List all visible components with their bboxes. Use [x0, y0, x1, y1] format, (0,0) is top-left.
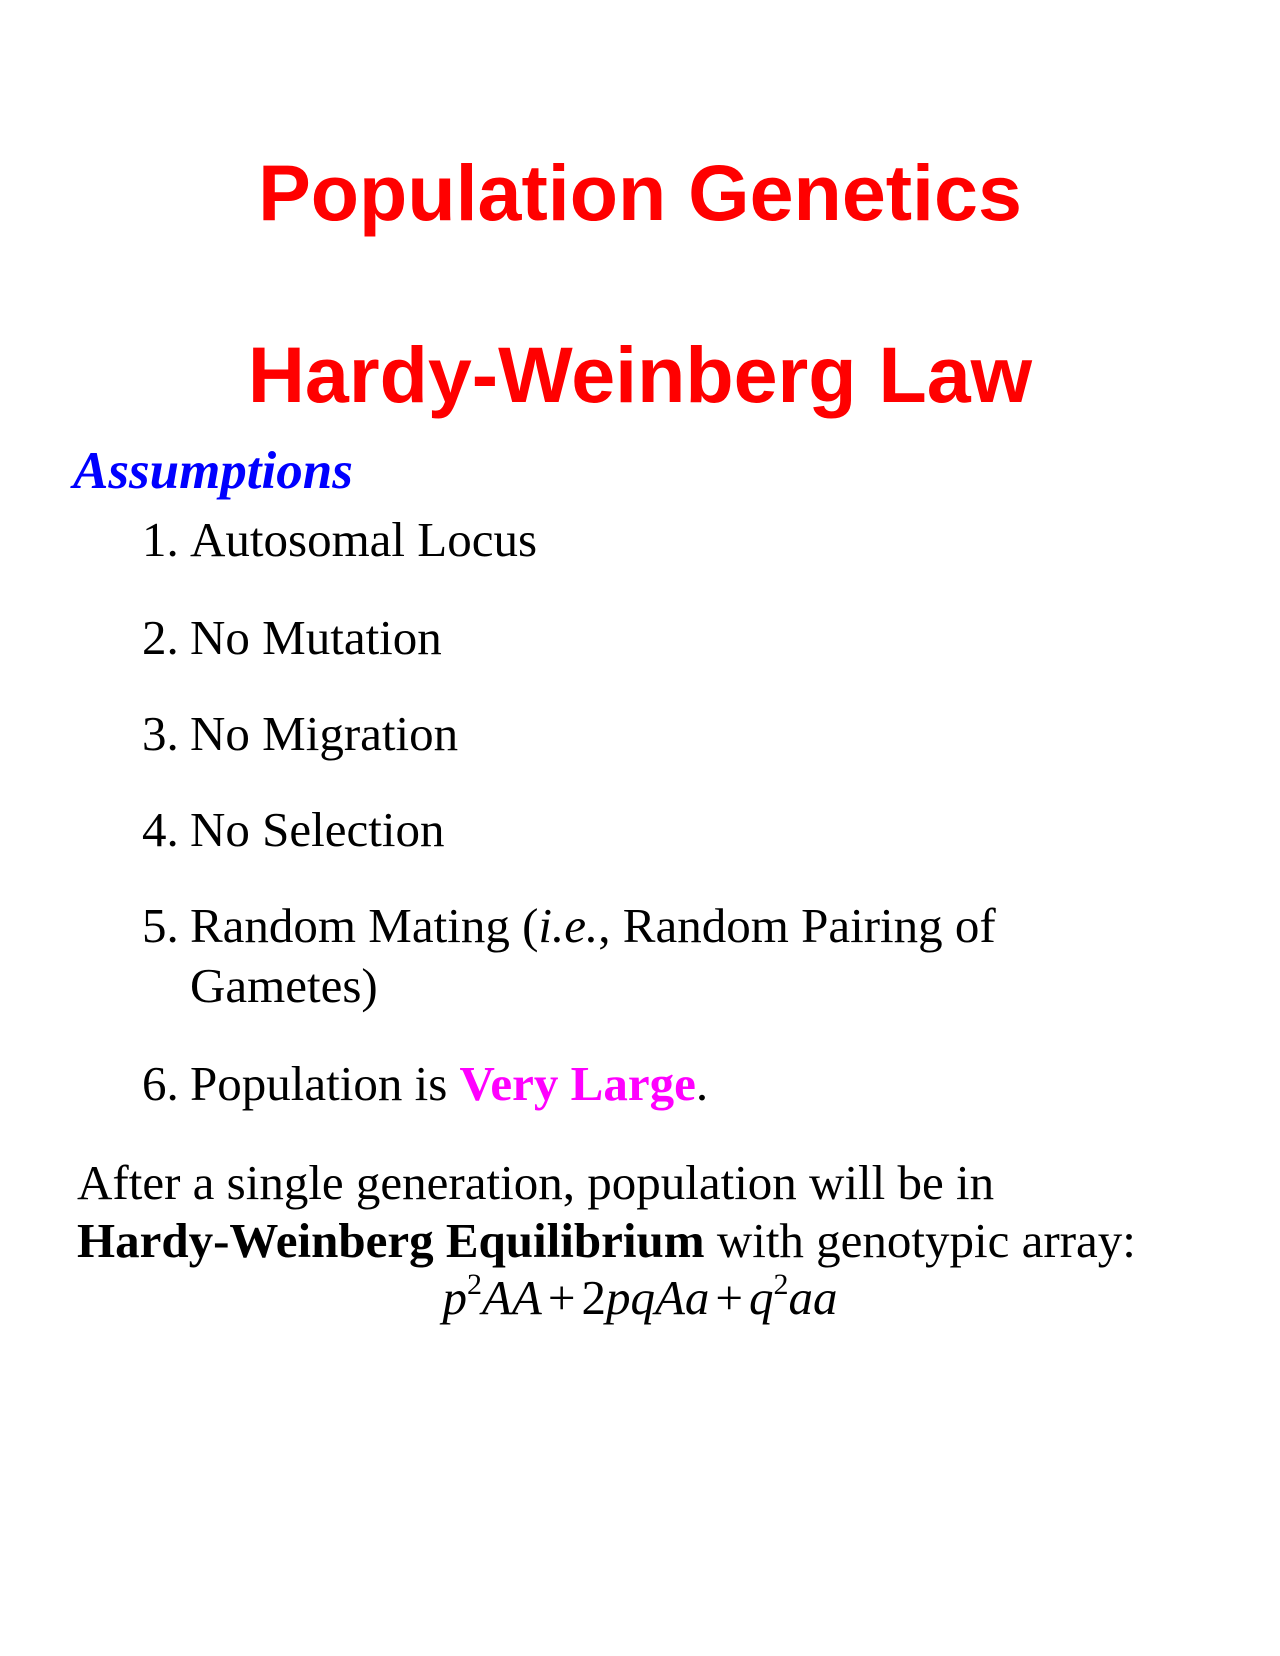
formula-var: q — [749, 1270, 774, 1325]
conclusion-line-2 — [77, 1213, 1136, 1268]
item-number: 6. — [142, 1056, 179, 1111]
item-text: No Migration — [190, 706, 459, 761]
item-text: Random Mating ( — [190, 898, 539, 953]
formula-coefficient: 2 — [581, 1270, 606, 1325]
genotype-formula — [0, 1268, 1280, 1325]
item-text: No Mutation — [190, 610, 442, 665]
formula-exponent: 2 — [466, 1268, 482, 1301]
formula-operator: + — [715, 1270, 744, 1325]
item-number: 1. — [142, 512, 179, 567]
item-text: Population is — [190, 1056, 460, 1111]
item-text: Autosomal Locus — [190, 512, 538, 567]
item-number: 2. — [142, 610, 179, 665]
formula-genotype: AA — [481, 1270, 542, 1325]
formula-genotype: Aa — [654, 1270, 710, 1325]
item-text: . — [695, 1056, 709, 1111]
list-item-continuation: Gametes) — [190, 958, 378, 1013]
formula-exponent: 2 — [773, 1268, 789, 1301]
formula-genotype: aa — [788, 1270, 838, 1325]
formula-var: pq — [605, 1270, 655, 1325]
equilibrium-term: Hardy-Weinberg Equilibrium — [77, 1213, 705, 1268]
item-number: 5. — [142, 898, 179, 953]
conclusion-line-1: After a single generation, population will be in — [77, 1155, 995, 1210]
list-item — [142, 802, 445, 857]
formula-operator: + — [547, 1270, 576, 1325]
item-number: 4. — [142, 802, 179, 857]
item-text: No Selection — [190, 802, 445, 857]
item-number: 3. — [142, 706, 179, 761]
list-item — [142, 706, 459, 761]
formula-var: p — [442, 1270, 467, 1325]
list-item — [142, 512, 538, 567]
assumptions-heading: Assumptions — [73, 442, 353, 500]
list-item — [142, 610, 442, 665]
highlight-text: Very Large — [459, 1056, 696, 1111]
page-title: Population Genetics — [258, 148, 1022, 237]
item-text-italic: i.e. — [538, 898, 599, 953]
page-subtitle: Hardy-Weinberg Law — [247, 330, 1033, 419]
item-text: , Random Pairing of — [598, 898, 996, 953]
conclusion-text: with genotypic array: — [704, 1213, 1136, 1268]
list-item — [142, 1056, 709, 1111]
list-item — [142, 898, 996, 953]
